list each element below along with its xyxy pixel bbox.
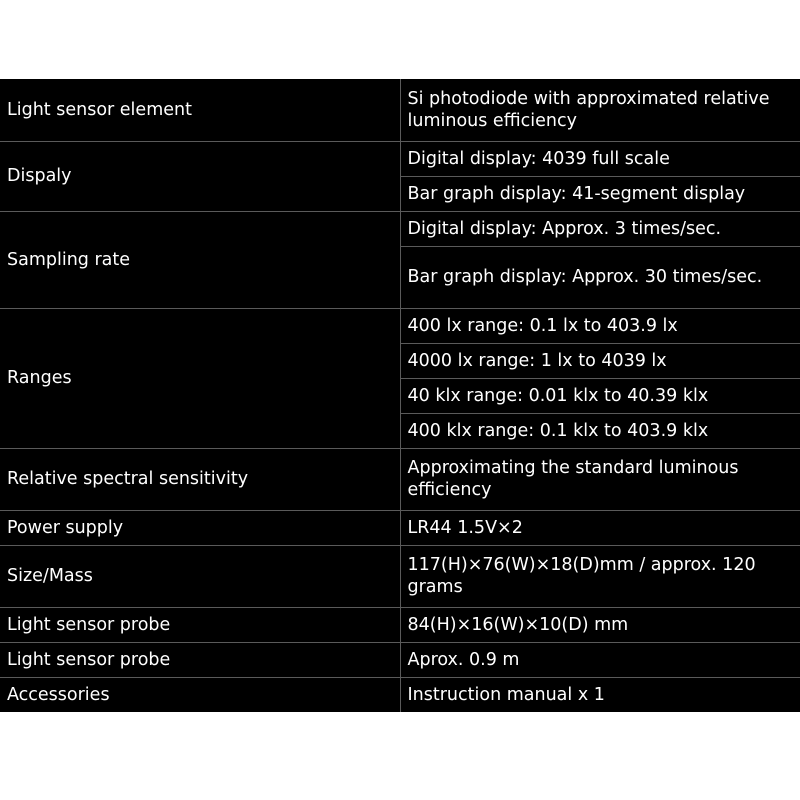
spec-value: 117(H)×76(W)×18(D)mm / approx. 120 grams [407,555,756,597]
spec-value-cell [400,343,800,378]
spec-label-cell [0,545,400,607]
spec-label-cell [0,607,400,642]
spec-row [0,141,800,176]
spec-label-cell [0,510,400,545]
spec-label-cell [0,141,400,211]
spec-value: 4000 lx range: 1 lx to 4039 lx [407,350,667,371]
spec-value: Si photodiode with approximated relative luminous efficiency [407,88,770,131]
spec-label: Light sensor probe [7,649,171,670]
spec-value-cell [400,413,800,448]
spec-table [0,79,800,712]
spec-table-body [0,79,800,712]
spec-label-cell [0,211,400,308]
spec-label: Power supply [7,517,124,538]
spec-value-cell [400,448,800,510]
spec-value-cell [400,510,800,545]
spec-value: Bar graph display: 41-segment display [407,183,746,204]
spec-value: Approximating the standard luminous efficiency [407,458,739,500]
spec-label: Light sensor probe [7,614,171,635]
spec-value: 400 lx range: 0.1 lx to 403.9 lx [407,315,678,336]
spec-row [0,607,800,642]
spec-label-cell [0,79,400,141]
spec-value-cell [400,545,800,607]
spec-value-cell [400,211,800,246]
spec-value: LR44 1.5V×2 [407,517,523,538]
spec-label-cell [0,677,400,712]
spec-value: 400 klx range: 0.1 klx to 403.9 klx [407,420,709,441]
spec-value-cell [400,308,800,343]
spec-value-cell [400,642,800,677]
spec-value: Bar graph display: Approx. 30 times/sec. [407,267,763,287]
spec-value-cell [400,141,800,176]
spec-value-cell [400,79,800,141]
spec-value: 40 klx range: 0.01 klx to 40.39 klx [407,385,709,406]
spec-value: Digital display: 4039 full scale [407,148,670,169]
spec-value-cell [400,378,800,413]
spec-label: Sampling rate [7,249,131,270]
spec-value: 84(H)×16(W)×10(D) mm [407,614,629,635]
spec-row [0,545,800,607]
spec-row [0,642,800,677]
spec-label: Ranges [7,368,72,388]
spec-label-cell [0,308,400,448]
spec-label-cell [0,642,400,677]
spec-row [0,677,800,712]
spec-label: Accessories [7,684,110,705]
spec-label: Size/Mass [7,566,93,586]
spec-value-cell [400,677,800,712]
spec-value-cell [400,246,800,308]
spec-row [0,211,800,246]
spec-label-cell [0,448,400,510]
spec-row [0,510,800,545]
spec-label: Light sensor element [7,99,192,120]
spec-value-cell [400,607,800,642]
spec-value: Instruction manual x 1 [407,684,605,705]
spec-label: Relative spectral sensitivity [7,469,249,489]
spec-value: Aprox. 0.9 m [407,649,520,670]
spec-value: Digital display: Approx. 3 times/sec. [407,218,722,239]
spec-row [0,79,800,141]
spec-row [0,448,800,510]
spec-row [0,308,800,343]
spec-label: Dispaly [7,166,72,186]
spec-value-cell [400,176,800,211]
